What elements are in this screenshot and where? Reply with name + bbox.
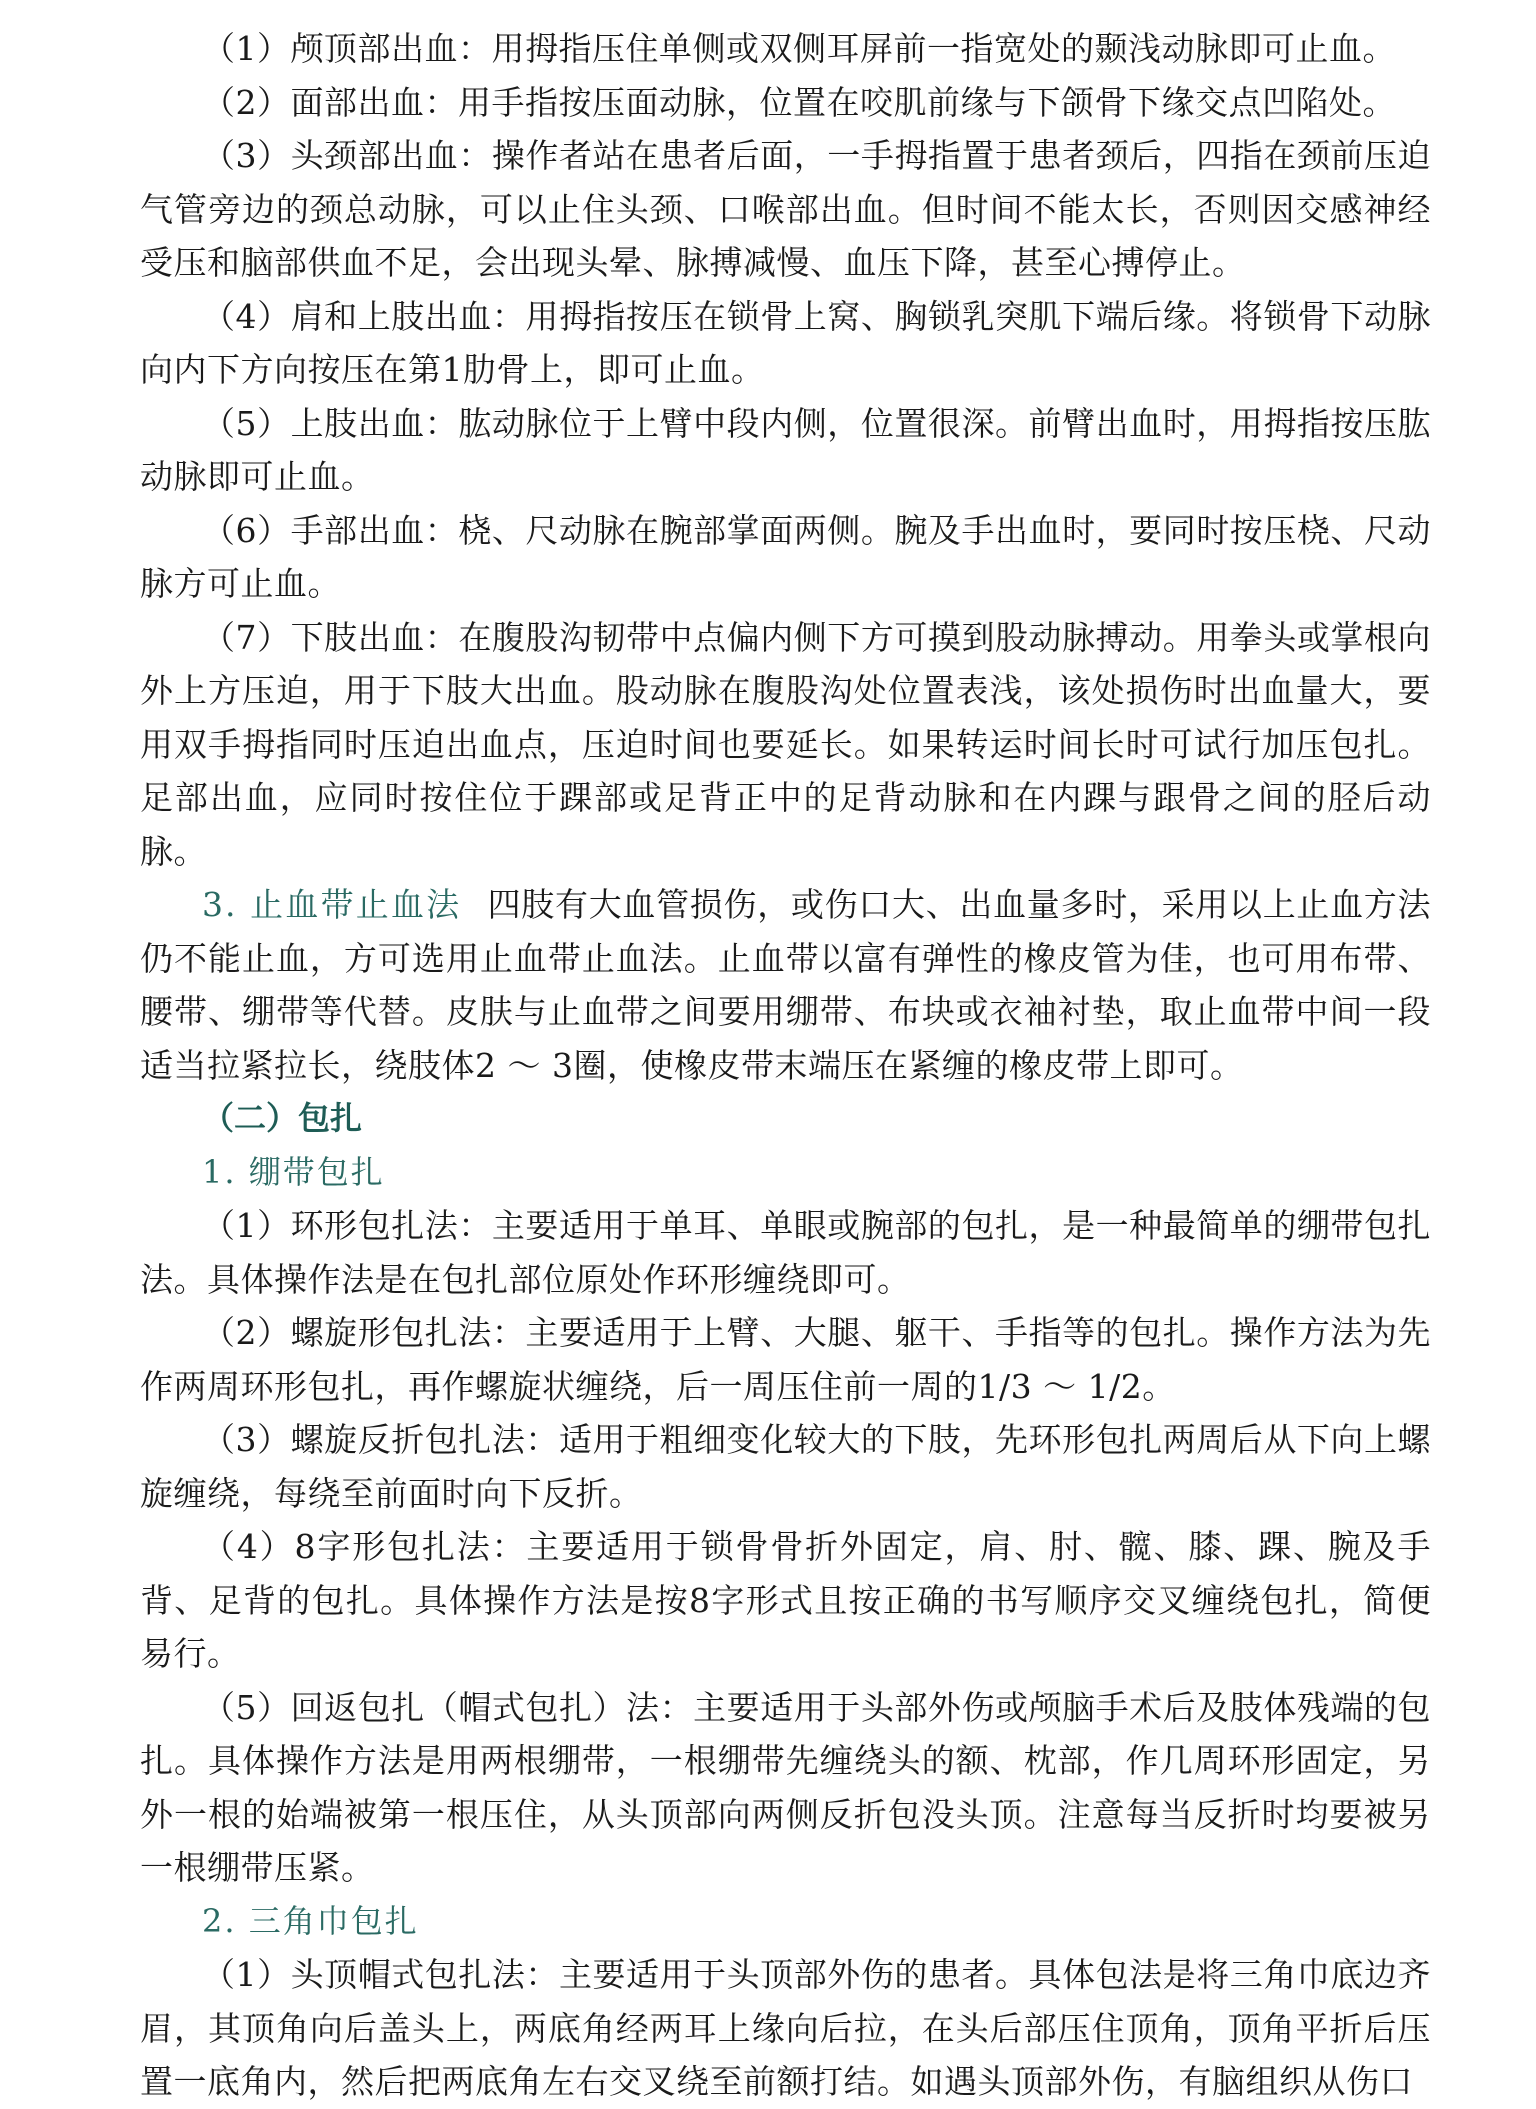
paragraph-lower-limb-bleeding: （7）下肢出血：在腹股沟韧带中点偏内侧下方可摸到股动脉搏动。用拳头或掌根向外上方压迫，用于下肢大出血。股动脉在腹股沟处位置表浅，该处损伤时出血量大，要用双手拇指同时压迫出血点，压迫时间也要延长。如果转运时间长时可试行加压包扎。足部出血，应同时按住位于踝部或足背正中的足背动脉和在内踝与跟骨之间的胫后动脉。	[140, 617, 1431, 871]
paragraph-hand-bleeding: （6）手部出血：桡、尺动脉在腕部掌面两侧。腕及手出血时，要同时按压桡、尺动脉方可止血。	[140, 510, 1431, 603]
tourniquet-text: 四肢有大血管损伤，或伤口大、出血量多时，采用以上止血方法仍不能止血，方可选用止血带止血法。止血带以富有弹性的橡皮管为佳，也可用布带、腰带、绷带等代替。皮肤与止血带之间要用绷带、布块或衣袖衬垫，取止血带中间一段适当拉紧拉长，绕肢体2 ～ 3圈，使橡皮带末端压在紧缠的橡皮带上即可。	[140, 885, 1432, 1085]
paragraph-figure-eight-bandage: （4）8字形包扎法：主要适用于锁骨骨折外固定，肩、肘、髋、膝、踝、腕及手背、足背的包扎。具体操作方法是按8字形式且按正确的书写顺序交叉缠绕包扎，简便易行。	[140, 1527, 1431, 1673]
paragraph-spiral-reverse-bandage: （3）螺旋反折包扎法：适用于粗细变化较大的下肢，先环形包扎两周后从下向上螺旋缠绕，每绕至前面时向下反折。	[140, 1420, 1431, 1513]
paragraph-head-neck-bleeding: （3）头颈部出血：操作者站在患者后面，一手拇指置于患者颈后，四指在颈前压迫气管旁边的颈总动脉，可以止住头颈、口喉部出血。但时间不能太长，否则因交感神经受压和脑部供血不足，会出现头晕、脉搏减慢、血压下降，甚至心搏停止。	[140, 136, 1431, 282]
tourniquet-heading: 3. 止血带止血法	[202, 885, 462, 924]
paragraph-upper-limb-bleeding: （5）上肢出血：肱动脉位于上臂中段内侧，位置很深。前臂出血时，用拇指按压肱动脉即可止血。	[140, 403, 1431, 496]
paragraph-face-bleeding: （2）面部出血：用手指按压面动脉，位置在咬肌前缘与下颌骨下缘交点凹陷处。	[202, 82, 1396, 122]
paragraph-spiral-bandage: （2）螺旋形包扎法：主要适用于上臂、大腿、躯干、手指等的包扎。操作方法为先作两周环形包扎，再作螺旋状缠绕，后一周压住前一周的1/3 ～ 1/2。	[140, 1313, 1431, 1406]
paragraph-recurrent-bandage: （5）回返包扎（帽式包扎）法：主要适用于头部外伤或颅脑手术后及肢体残端的包扎。具体操作方法是用两根绷带，一根绷带先缠绕头的额、枕部，作几周环形固定，另外一根的始端被第一根压住，从头顶部向两侧反折包没头顶。注意每当反折时均要被另一根绷带压紧。	[140, 1687, 1431, 1887]
subheading-triangular-bandage: 2. 三角巾包扎	[202, 1901, 419, 1940]
section-heading-bandaging: （二）包扎	[202, 1099, 363, 1137]
paragraph-shoulder-arm-bleeding: （4）肩和上肢出血：用拇指按压在锁骨上窝、胸锁乳突肌下端后缘。将锁骨下动脉向内下方向按压在第1肋骨上，即可止血。	[140, 296, 1431, 389]
paragraph-tourniquet	[140, 878, 1431, 1092]
paragraph-head-cap-bandage: （1）头顶帽式包扎法：主要适用于头顶部外伤的患者。具体包法是将三角巾底边齐眉，其顶角向后盖头上，两底角经两耳上缘向后拉，在头后部压住顶角，顶角平折后压置一底角内，然后把两底角左右交叉绕至前额打结。如遇头顶部外伤，有脑组织从伤口	[140, 1955, 1431, 2101]
subheading-roller-bandage: 1. 绷带包扎	[202, 1152, 385, 1191]
paragraph-circular-bandage: （1）环形包扎法：主要适用于单耳、单眼或腕部的包扎，是一种最简单的绷带包扎法。具体操作法是在包扎部位原处作环形缠绕即可。	[140, 1206, 1431, 1299]
paragraph-scalp-bleeding: （1）颅顶部出血：用拇指压住单侧或双侧耳屏前一指宽处的颞浅动脉即可止血。	[202, 29, 1396, 68]
